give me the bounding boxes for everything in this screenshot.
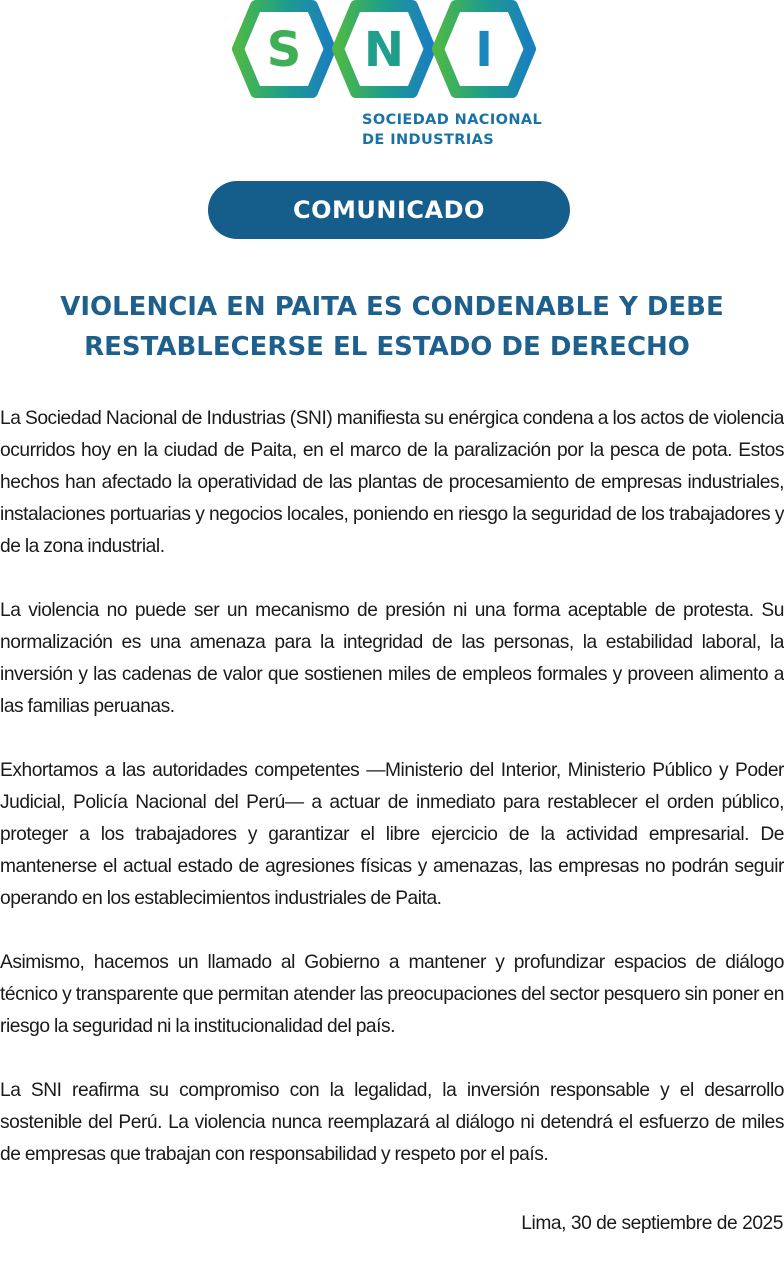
date-line: Lima, 30 de septiembre de 2025 bbox=[521, 1213, 783, 1234]
sni-logo bbox=[0, 0, 784, 160]
paragraph-1: La Sociedad Nacional de Industrias (SNI) manifiesta su enérgica condena a los actos de violencia ocurridos hoy en la ciudad de Paita, en el marco de la paralización por la pesca de pota. Estos hechos han afectado la operatividad de las plantas de procesamiento de empresas industriales, instalaciones portuarias y negocios locales, poniendo en riesgo la seguridad de los trabajadores y de la zona industrial. bbox=[0, 408, 784, 557]
paragraph-4: Asimismo, hacemos un llamado al Gobierno a mantener y profundizar espacios de diálogo técnico y transparente que permitan atender las preocupaciones del sector pesquero sin poner en riesgo la seguridad ni la institucionalidad del país. bbox=[0, 952, 784, 1037]
logo-org-line-1: SOCIEDAD NACIONAL bbox=[362, 112, 543, 128]
logo-org-line-2: DE INDUSTRIAS bbox=[362, 132, 495, 148]
sni-logo-mark bbox=[226, 0, 548, 98]
logo-letter-i: I bbox=[475, 22, 493, 78]
paragraph-2: La violencia no puede ser un mecanismo de presión ni una forma aceptable de protesta. Su normalización es una amenaza para la integridad de las personas, la estabilidad laboral, la inversión y las cadenas de valor que sostienen miles de empleos formales y proveen alimento a las familias peruanas. bbox=[0, 600, 784, 717]
logo-letter-n: N bbox=[363, 22, 405, 78]
logo-org-name bbox=[362, 110, 542, 150]
statement-body bbox=[0, 403, 784, 1203]
title-line-2: RESTABLECERSE EL ESTADO DE DERECHO bbox=[84, 332, 690, 362]
paragraph-3: Exhortamos a las autoridades competentes —Ministerio del Interior, Ministerio Público y Poder Judicial, Policía Nacional del Perú— a actuar de inmediato para restablecer el orden público, proteger a los trabajadores y garantizar el libre ejercicio de la actividad empresarial. De mantenerse el actual estado de agresiones físicas y amenazas, las empresas no podrán seguir operando en los establecimientos industriales de Paita. bbox=[0, 760, 784, 909]
comunicado-badge: COMUNICADO bbox=[208, 181, 570, 239]
title-line-1: VIOLENCIA EN PAITA ES CONDENABLE Y DEBE bbox=[60, 292, 724, 322]
page-title bbox=[40, 287, 744, 367]
logo-letter-s: S bbox=[266, 22, 302, 78]
paragraph-5: La SNI reafirma su compromiso con la legalidad, la inversión responsable y el desarrollo sostenible del Perú. La violencia nunca reemplazará al diálogo ni detendrá el esfuerzo de miles de empresas que trabajan con responsabilidad y respeto por el país. bbox=[0, 1080, 784, 1165]
